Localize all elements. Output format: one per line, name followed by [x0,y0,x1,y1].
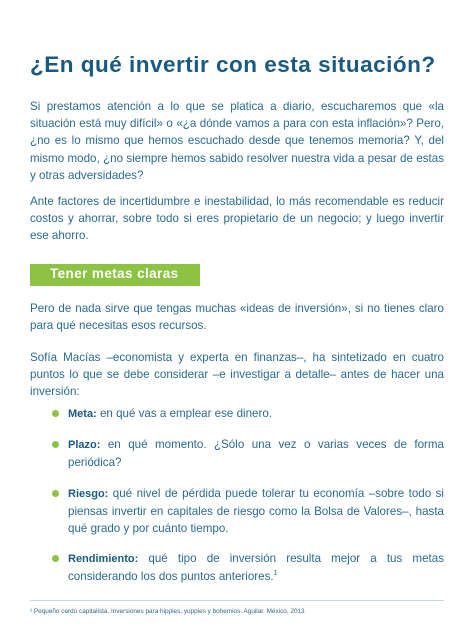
bullet-term: Plazo: [68,439,101,452]
bullet-dot-icon [52,441,59,448]
list-item [30,436,444,471]
bullet-term: Meta: [68,408,97,420]
footnote-marker: 1 [273,570,278,578]
bullet-term: Riesgo: [68,487,109,500]
intro-paragraph-1: Si prestamos atención a lo que se platica a diario, escucharemos que «la situación está muy difícil» o «¿a dónde vamos a para con esta inflación»? Pero, ¿no es lo mismo que hemos escuchado desde que tenemos memoria? Y, del mismo modo, ¿no siempre hemos sabido resolver nuestra vida a pesar de estas y otras adversidades? [30,100,444,182]
bullet-text: qué nivel de pérdida puede tolerar tu economía –sobre todo si piensas invertir en capitales de riesgo como la Bolsa de Valores–, hasta qué grado y por cuánto tiempo. [68,486,444,536]
section-heading: Tener metas claras [50,266,179,281]
footnote: ¹ Pequeño cerdo capitalista. Inversiones para hippies, yuppies y bohemios. Aguilar. México, 2013 [30,608,305,615]
bullet-text: en qué vas a emplear ese dinero. [96,407,273,420]
bullet-dot-icon [52,490,59,497]
list-item [30,485,444,538]
bullet-dot-icon [52,555,59,562]
bullet-list [30,405,444,586]
page-title: ¿En qué invertir con esta situación? [30,52,436,77]
list-item [30,405,444,423]
footnote-divider [30,600,444,601]
intro-paragraph-2: Ante factores de incertidumbre e inestabilidad, lo más recomendable es reducir costos y ahorrar, sobre todo si eres propietario de un negocio; y luego invertir ese ahorro. [30,195,444,243]
bullet-text: en qué momento. ¿Sólo una vez o varias veces de forma periódica? [68,438,444,470]
bullet-text: qué tipo de inversión resulta mejor a tus metas considerando los dos puntos anteriores. [68,552,444,584]
section-paragraph-2: Sofía Macías –economista y experta en finanzas–, ha sintetizado en cuatro puntos lo que se debe considerar –e investigar a detalle– antes de hacer una inversión: [30,351,444,399]
section-paragraph-1: Pero de nada sirve que tengas muchas «ideas de inversión», si no tienes claro para qué necesitas esos recursos. [30,302,444,333]
list-item [30,550,444,585]
bullet-term: Rendimiento: [68,553,139,566]
bullet-dot-icon [52,410,59,417]
